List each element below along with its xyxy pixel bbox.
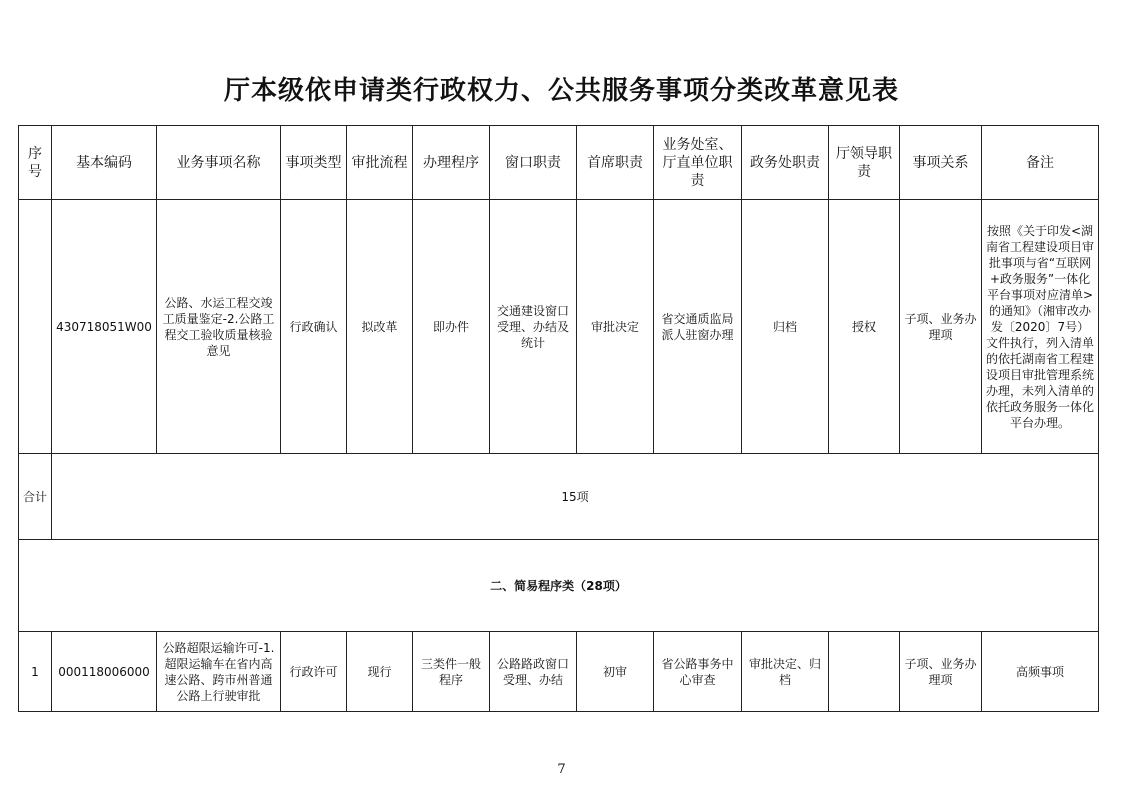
- chief-cell: 审批决定: [577, 200, 654, 454]
- section-heading: 二、简易程序类（28项）: [19, 540, 1099, 632]
- note-cell: 按照《关于印发<湖南省工程建设项目审批事项与省“互联网+政务服务”一体化平台事项对应清单>的通知》（湘审改办发〔2020〕7号）文件执行，列入清单的依托湖南省工程建设项目审批管理系统办理，未列入清单的依托政务服务一体化平台办理。: [982, 200, 1099, 454]
- leader-cell: [829, 632, 900, 712]
- header-cell: 备注: [982, 126, 1099, 200]
- header-cell: 业务处室、厅直单位职责: [654, 126, 742, 200]
- header-cell: 窗口职责: [490, 126, 577, 200]
- chief-cell: 初审: [577, 632, 654, 712]
- type-cell: 行政确认: [281, 200, 347, 454]
- header-cell: 政务处职责: [742, 126, 829, 200]
- header-cell: 基本编码: [52, 126, 157, 200]
- header-cell: 事项关系: [900, 126, 982, 200]
- dept-cell: 省交通质监局派人驻窗办理: [654, 200, 742, 454]
- total-row: [19, 454, 1099, 540]
- relation-cell: 子项、业务办理项: [900, 200, 982, 454]
- reform-table: [18, 125, 1099, 712]
- header-cell: 首席职责: [577, 126, 654, 200]
- header-cell: 业务事项名称: [157, 126, 281, 200]
- code-cell: 000118006000: [52, 632, 157, 712]
- page-title: 厅本级依申请类行政权力、公共服务事项分类改革意见表: [223, 76, 899, 106]
- header-cell: 审批流程: [347, 126, 413, 200]
- gov-cell: 审批决定、归档: [742, 632, 829, 712]
- relation-cell: 子项、业务办理项: [900, 632, 982, 712]
- total-value: 15项: [52, 454, 1099, 540]
- section-row: [19, 540, 1099, 632]
- header-row: [19, 126, 1099, 200]
- procedure-cell: 即办件: [413, 200, 490, 454]
- code-cell: 430718051W00: [52, 200, 157, 454]
- type-cell: 行政许可: [281, 632, 347, 712]
- header-cell: 办理程序: [413, 126, 490, 200]
- gov-cell: 归档: [742, 200, 829, 454]
- header-cell: 事项类型: [281, 126, 347, 200]
- table-row: [19, 200, 1099, 454]
- header-cell: 厅领导职责: [829, 126, 900, 200]
- total-label: 合计: [19, 454, 52, 540]
- note-cell: 高频事项: [982, 632, 1099, 712]
- name-cell: 公路、水运工程交竣工质量鉴定-2.公路工程交工验收质量核验意见: [157, 200, 281, 454]
- seq-cell: [19, 200, 52, 454]
- window-cell: 公路路政窗口受理、办结: [490, 632, 577, 712]
- window-cell: 交通建设窗口受理、办结及统计: [490, 200, 577, 454]
- header-cell: 序号: [19, 126, 52, 200]
- seq-cell: 1: [19, 632, 52, 712]
- name-cell: 公路超限运输许可-1.超限运输车在省内高速公路、跨市州普通公路上行驶审批: [157, 632, 281, 712]
- procedure-cell: 三类件一般程序: [413, 632, 490, 712]
- flow-cell: 拟改革: [347, 200, 413, 454]
- leader-cell: 授权: [829, 200, 900, 454]
- page-number: 7: [557, 762, 566, 777]
- flow-cell: 现行: [347, 632, 413, 712]
- table-row: [19, 632, 1099, 712]
- dept-cell: 省公路事务中心审查: [654, 632, 742, 712]
